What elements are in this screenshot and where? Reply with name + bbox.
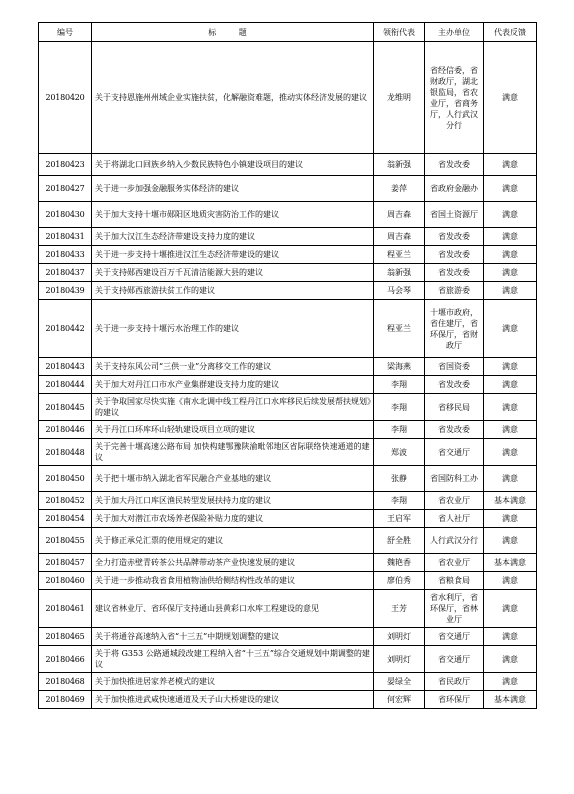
table-row [39, 376, 537, 394]
table-row [39, 492, 537, 510]
row-org: 省民政厅 [425, 673, 484, 691]
row-title: 关于加大对丹江口市水产业集群建设支持力度的建议 [92, 376, 374, 394]
header-org: 主办单位 [425, 23, 484, 42]
row-feedback: 满意 [484, 673, 537, 691]
row-feedback: 满意 [484, 264, 537, 282]
row-feedback: 基本满意 [484, 554, 537, 572]
table-row [39, 510, 537, 528]
row-lead: 李翔 [374, 492, 425, 510]
row-org: 省交通厅 [425, 439, 484, 466]
proposal-table [38, 22, 537, 709]
row-feedback: 满意 [484, 282, 537, 300]
row-title: 关于支持恩施州州域企业实施扶贫，化解融资难题，推动实体经济发展的建议 [92, 42, 374, 154]
row-lead: 周吉森 [374, 202, 425, 228]
row-title: 关于修正承兑汇票的使用规定的建议 [92, 528, 374, 554]
row-org: 省发改委 [425, 246, 484, 264]
row-feedback: 满意 [484, 358, 537, 376]
row-lead: 梁海燕 [374, 358, 425, 376]
row-org: 省交通厅 [425, 628, 484, 646]
header-id: 编号 [39, 23, 92, 42]
row-lead: 刘明灯 [374, 628, 425, 646]
row-title: 关于加大汉江生态经济带建设支持力度的建议 [92, 228, 374, 246]
row-org: 省环保厅 [425, 691, 484, 709]
row-lead: 刘明灯 [374, 646, 425, 673]
row-title: 建议省林业厅、省环保厅支持通山县黄彩口水库工程建设的意见 [92, 590, 374, 628]
row-org: 省发改委 [425, 421, 484, 439]
row-lead: 龙维明 [374, 42, 425, 154]
row-lead: 王启军 [374, 510, 425, 528]
row-title: 关于丹江口环库环山轻轨建设项目立项的建议 [92, 421, 374, 439]
row-id: 20180437 [39, 264, 92, 282]
row-lead: 马会琴 [374, 282, 425, 300]
row-id: 20180469 [39, 691, 92, 709]
header-lead: 领衔代表 [374, 23, 425, 42]
row-feedback: 满意 [484, 394, 537, 421]
row-org: 省发改委 [425, 264, 484, 282]
row-org: 省移民局 [425, 394, 484, 421]
table-row [39, 282, 537, 300]
row-id: 20180439 [39, 282, 92, 300]
row-feedback: 满意 [484, 466, 537, 492]
row-org: 省人社厅 [425, 510, 484, 528]
row-feedback: 满意 [484, 439, 537, 466]
row-lead: 李翔 [374, 421, 425, 439]
table-row [39, 176, 537, 202]
row-feedback: 满意 [484, 376, 537, 394]
row-title: 关于将通谷高速纳入省“十三五”中期规划调整的建议 [92, 628, 374, 646]
row-lead: 周吉森 [374, 228, 425, 246]
row-title: 关于加快推进居家养老模式的建议 [92, 673, 374, 691]
header-title: 标 题 [92, 23, 374, 42]
row-id: 20180420 [39, 42, 92, 154]
row-feedback: 满意 [484, 202, 537, 228]
row-feedback: 基本满意 [484, 691, 537, 709]
row-id: 20180443 [39, 358, 92, 376]
row-feedback: 基本满意 [484, 492, 537, 510]
row-title: 关于将 G353 公路通城段改建工程纳入省“十三五”综合交通规划中期调整的建议 [92, 646, 374, 673]
row-id: 20180430 [39, 202, 92, 228]
table-row [39, 439, 537, 466]
row-org: 省农业厅 [425, 492, 484, 510]
row-id: 20180455 [39, 528, 92, 554]
row-title: 关于支持郧西建设百万千瓦清洁能源大县的建议 [92, 264, 374, 282]
row-lead: 翁新强 [374, 154, 425, 176]
row-org: 省水利厅，省环保厅，省林业厅 [425, 590, 484, 628]
row-lead: 张静 [374, 466, 425, 492]
table-row [39, 691, 537, 709]
row-org: 人行武汉分行 [425, 528, 484, 554]
row-id: 20180452 [39, 492, 92, 510]
row-id: 20180450 [39, 466, 92, 492]
row-title: 全力打造赤壁青砖茶公共品牌带动茶产业快速发展的建议 [92, 554, 374, 572]
row-lead: 程亚兰 [374, 246, 425, 264]
row-id: 20180454 [39, 510, 92, 528]
document-page [38, 22, 536, 709]
row-feedback: 满意 [484, 572, 537, 590]
row-lead: 姜萍 [374, 176, 425, 202]
table-row [39, 646, 537, 673]
row-org: 省国防科工办 [425, 466, 484, 492]
row-org: 省农业厅 [425, 554, 484, 572]
row-lead: 翁新强 [374, 264, 425, 282]
table-row [39, 154, 537, 176]
row-title: 关于支持郧西旅游扶贫工作的建议 [92, 282, 374, 300]
row-org: 省国土资源厅 [425, 202, 484, 228]
row-lead: 李翔 [374, 394, 425, 421]
row-title: 关于进一步支持十堰推进汉江生态经济带建设的建议 [92, 246, 374, 264]
row-feedback: 满意 [484, 42, 537, 154]
row-title: 关于加大丹江口库区渔民转型发展扶持力度的建议 [92, 492, 374, 510]
table-row [39, 300, 537, 358]
table-row [39, 572, 537, 590]
row-feedback: 满意 [484, 300, 537, 358]
header-feedback: 代表反馈 [484, 23, 537, 42]
row-id: 20180461 [39, 590, 92, 628]
row-org: 省发改委 [425, 376, 484, 394]
row-feedback: 满意 [484, 510, 537, 528]
row-id: 20180460 [39, 572, 92, 590]
row-id: 20180457 [39, 554, 92, 572]
row-feedback: 满意 [484, 590, 537, 628]
table-row [39, 42, 537, 154]
row-lead: 程亚兰 [374, 300, 425, 358]
row-feedback: 满意 [484, 228, 537, 246]
row-feedback: 满意 [484, 528, 537, 554]
table-row [39, 246, 537, 264]
row-org: 十堰市政府，省住建厅，省环保厅，省财政厅 [425, 300, 484, 358]
row-id: 20180427 [39, 176, 92, 202]
row-id: 20180468 [39, 673, 92, 691]
row-id: 20180442 [39, 300, 92, 358]
table-row [39, 421, 537, 439]
table-row [39, 590, 537, 628]
row-id: 20180423 [39, 154, 92, 176]
table-row [39, 628, 537, 646]
row-title: 关于加快推进武咸快速通道及天子山大桥建设的建议 [92, 691, 374, 709]
row-lead: 何宏辉 [374, 691, 425, 709]
row-feedback: 满意 [484, 154, 537, 176]
row-org: 省发改委 [425, 228, 484, 246]
row-title: 关于加大对潜江市农场养老保险补贴力度的建议 [92, 510, 374, 528]
row-title: 关于争取国家尽快实施《南水北调中线工程丹江口水库移民后续发展帮扶规划》的建议 [92, 394, 374, 421]
row-org: 省旅游委 [425, 282, 484, 300]
table-row [39, 554, 537, 572]
row-id: 20180465 [39, 628, 92, 646]
row-id: 20180444 [39, 376, 92, 394]
row-lead: 王芳 [374, 590, 425, 628]
row-feedback: 满意 [484, 646, 537, 673]
row-lead: 晏绿全 [374, 673, 425, 691]
table-row [39, 528, 537, 554]
row-title: 关于进一步加强金融服务实体经济的建议 [92, 176, 374, 202]
row-title: 关于加大支持十堰市郧阳区地质灾害防治工作的建议 [92, 202, 374, 228]
row-feedback: 满意 [484, 176, 537, 202]
row-feedback: 满意 [484, 246, 537, 264]
row-title: 关于完善十堰高速公路布局 加快构建鄂豫陕渝毗邻地区省际联络快速通道的建议 [92, 439, 374, 466]
row-org: 省交通厅 [425, 646, 484, 673]
table-header-row [39, 23, 537, 42]
row-lead: 廖伯秀 [374, 572, 425, 590]
row-lead: 魏艳香 [374, 554, 425, 572]
table-row [39, 202, 537, 228]
row-org: 省粮食局 [425, 572, 484, 590]
row-id: 20180466 [39, 646, 92, 673]
row-title: 关于进一步支持十堰污水治理工作的建议 [92, 300, 374, 358]
row-feedback: 满意 [484, 421, 537, 439]
row-id: 20180448 [39, 439, 92, 466]
row-feedback: 满意 [484, 628, 537, 646]
table-row [39, 228, 537, 246]
table-row [39, 466, 537, 492]
row-org: 省经信委，省财政厅，湖北银监局，省农业厅，省商务厅，人行武汉分行 [425, 42, 484, 154]
table-row [39, 358, 537, 376]
row-id: 20180445 [39, 394, 92, 421]
row-id: 20180433 [39, 246, 92, 264]
table-row [39, 673, 537, 691]
row-id: 20180446 [39, 421, 92, 439]
row-org: 省国资委 [425, 358, 484, 376]
row-org: 省发改委 [425, 154, 484, 176]
row-title: 关于将湖北口回族乡纳入少数民族特色小镇建设项目的建议 [92, 154, 374, 176]
table-row [39, 264, 537, 282]
row-org: 省政府金融办 [425, 176, 484, 202]
row-title: 关于把十堰市纳入湖北省军民融合产业基地的建议 [92, 466, 374, 492]
row-id: 20180431 [39, 228, 92, 246]
row-lead: 舒全胜 [374, 528, 425, 554]
row-lead: 李翔 [374, 376, 425, 394]
row-lead: 郑波 [374, 439, 425, 466]
row-title: 关于支持东风公司“三供一业”分离移交工作的建议 [92, 358, 374, 376]
table-row [39, 394, 537, 421]
row-title: 关于进一步推动我省食用植物油供给侧结构性改革的建议 [92, 572, 374, 590]
